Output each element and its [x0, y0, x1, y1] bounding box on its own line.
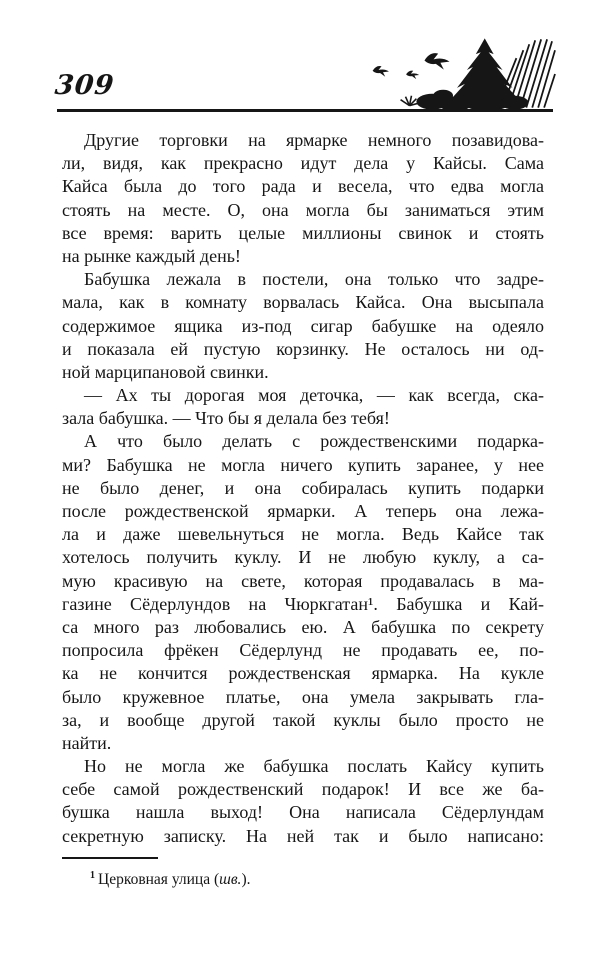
header-rule [57, 109, 553, 112]
text-line: бушка нашла выход! Она написала Сёдерлундам [62, 802, 544, 823]
text-line: — Ах ты дорогая моя деточка, — как всегда, ска- [84, 385, 544, 406]
footnote [62, 866, 544, 889]
text-line: содержимое ящика из-под сигар бабушке на одеяло [62, 315, 544, 336]
page-number: 309 [53, 70, 117, 101]
text-line: ной марципановой свинки. [62, 361, 269, 382]
text-line: попросила фрёкен Сёдерлунд не продавать ее, по- [62, 640, 544, 661]
text-line: Бабушка лежала в постели, она только что задре- [84, 269, 544, 290]
page-body [62, 129, 544, 848]
text-line: секретную записку. На ней так и было написано: [62, 825, 544, 846]
footnote-italic-abbr: шв. [219, 871, 242, 889]
text-line: Другие торговки на ярмарке немного позавидова- [84, 130, 544, 150]
birds-icon [373, 53, 450, 79]
paragraph [62, 268, 544, 384]
text-line: газине Сёдерлундов на Чюркгатан¹. Бабушка и Кай- [62, 593, 544, 614]
text-line: стоять на месте. О, она могла бы заниматься этим [62, 199, 544, 220]
paragraph [62, 430, 544, 755]
text-line: было кружевное платье, она умела закрывать гла- [62, 686, 544, 707]
text-line: ка не кончится рождественская ярмарка. На кукле [62, 663, 544, 684]
text-line: найти. [62, 732, 112, 753]
text-paragraphs [62, 129, 544, 848]
text-line: после рождественской ярмарки. А теперь она лежа- [62, 501, 544, 521]
text-line: Кайса была до того рада и весела, что едва могла [62, 176, 544, 197]
text-line: ли, видя, как прекрасно идут дела у Кайсы. Сама [62, 153, 544, 174]
text-line: Но не могла же бабушка послать Кайсу купить [84, 756, 544, 777]
text-line: за, и вообще другой такой куклы было просто не [62, 709, 544, 730]
footnote-section [62, 857, 544, 889]
text-line: себе самой рождественский подарок! И все же ба- [62, 779, 544, 800]
text-line: зала бабушка. — Что бы я делала без тебя! [62, 408, 390, 429]
text-line: мую красивую на свете, которая продавалась в ма- [62, 570, 544, 591]
text-line: все время: варить целые миллионы свинок и стоять [62, 222, 544, 243]
footnote-marker: 1 [90, 870, 95, 881]
paragraph [62, 384, 544, 430]
footnote-text: Церковная улица ( [98, 871, 220, 889]
text-line: и показала ей пустую корзинку. Не осталось ни од- [62, 338, 544, 359]
text-line: мала, как в комнату ворвалась Кайса. Она высыпала [62, 292, 544, 313]
paragraph [62, 129, 544, 268]
forest-birds-illustration [358, 32, 556, 110]
text-line: не было денег, и она собиралась купить подарки [62, 477, 544, 498]
text-line: А что было делать с рождественскими подарка- [84, 431, 544, 452]
text-line: хотелось получить куклу. И не любую куклу, а са- [62, 547, 544, 568]
footnote-separator [62, 857, 158, 859]
text-line: са много раз любовались ею. А бабушка по секрету [62, 616, 544, 637]
paragraph [62, 755, 544, 848]
footnote-text-tail: ). [241, 871, 251, 889]
text-line: ла и даже шевельнуться не могла. Ведь Кайсе так [62, 524, 544, 545]
text-line: на рынке каждый день! [62, 245, 241, 266]
text-line: ми? Бабушка не могла ничего купить заранее, у нее [62, 454, 544, 475]
